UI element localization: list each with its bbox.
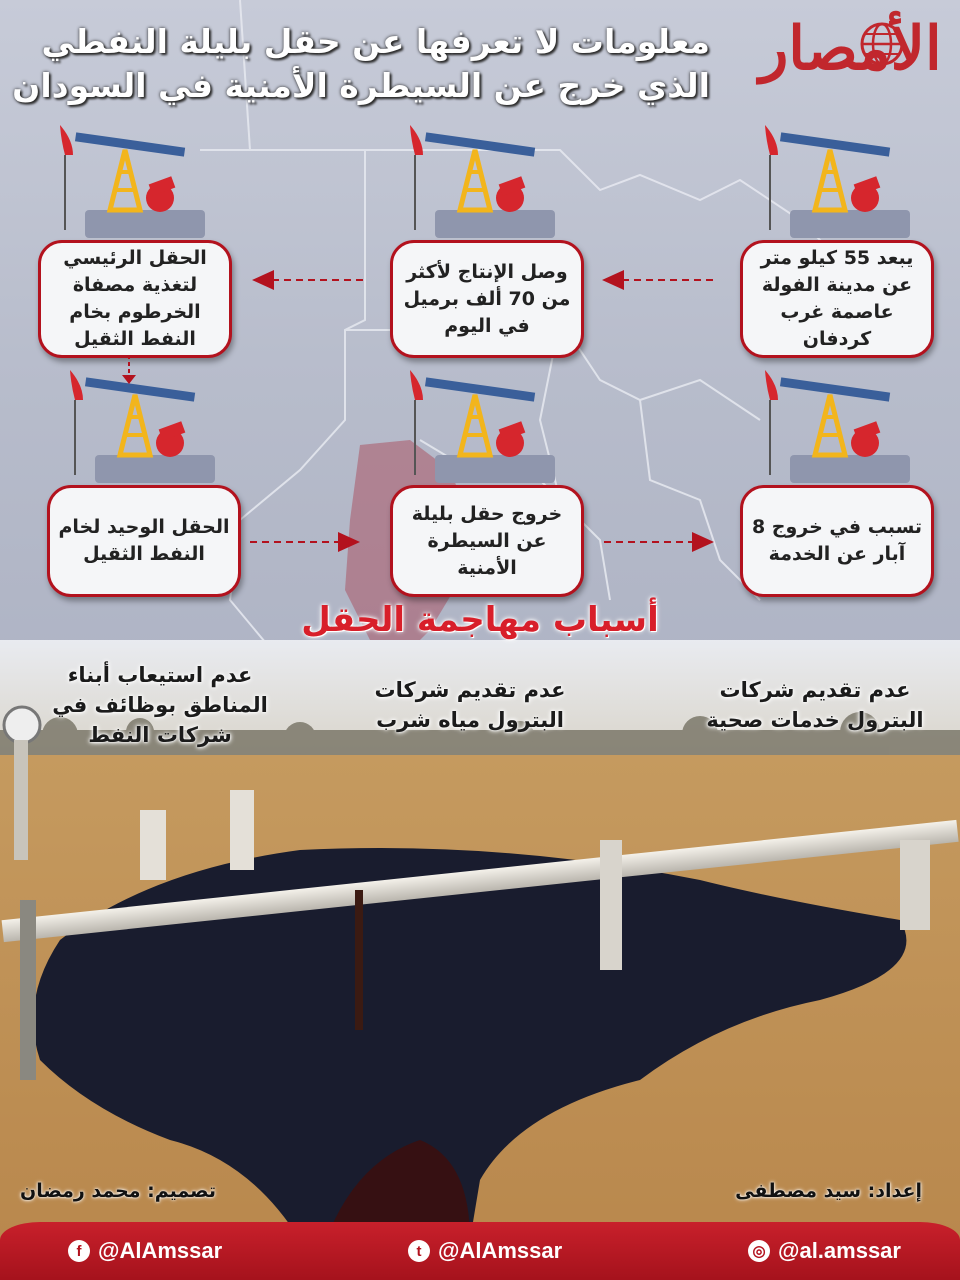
info-box-text: خروج حقل بليلة عن السيطرة الأمنية [411,502,563,579]
info-box-out-of-control [390,485,584,597]
info-box-text: وصل الإنتاج لأكثر من 70 ألف برميل في اليوم [403,260,571,337]
twitter-link[interactable] [408,1238,562,1264]
instagram-icon: ◎ [748,1240,770,1262]
arrow-left-icon [250,268,370,292]
globe-icon [858,20,906,68]
facebook-handle: @AlAmssar [98,1238,223,1263]
info-box-text: الحقل الوحيد لخام النفط الثقيل [58,516,230,565]
oil-pump-icon [55,110,205,240]
reason-water: عدم تقديم شركات البترول مياه شرب [374,678,566,732]
facebook-link[interactable] [68,1238,222,1264]
oil-pump-icon [405,355,555,485]
arrow-left-icon [600,268,720,292]
info-box-heavy-crude [47,485,241,597]
info-box-text: يبعد 55 كيلو متر عن مدينة الفولة عاصمة غرب كردفان [760,247,914,350]
arrow-down-icon [117,355,141,385]
info-box-text: تسبب في خروج 8 آبار عن الخدمة [751,516,923,565]
oil-pump-icon [760,110,910,240]
page-title [10,20,710,108]
reason-health: عدم تقديم شركات البترول خدمات صحية [706,678,924,732]
reason-jobs: عدم استيعاب أبناء المناطق بوظائف في شركات النفط [52,663,268,747]
design-credit: تصميم: محمد رمضان [20,1180,217,1202]
info-box-production [390,240,584,358]
oil-pump-icon [760,355,910,485]
info-box-distance [740,240,934,358]
instagram-link[interactable] [748,1238,901,1264]
info-box-wells [740,485,934,597]
facebook-icon: f [68,1240,90,1262]
prepared-credit: إعداد: سيد مصطفى [735,1180,922,1202]
info-box-text: الحقل الرئيسي لتغذية مصفاة الخرطوم بخام النفط الثقيل [63,247,207,350]
twitter-handle: @AlAmssar [438,1238,563,1263]
arrow-right-icon [604,530,716,554]
oil-pump-icon [405,110,555,240]
info-box-refinery [38,240,232,358]
section-heading: أسباب مهاجمة الحقل [301,600,659,640]
arrow-right-icon [250,530,362,554]
brand-logo: الأمصار [759,14,942,84]
twitter-icon: t [408,1240,430,1262]
title-line-2: الذي خرج عن السيطرة الأمنية في السودان [12,66,710,105]
instagram-handle: @al.amssar [778,1238,901,1263]
title-line-1: معلومات لا تعرفها عن حقل بليلة النفطي [41,22,710,61]
